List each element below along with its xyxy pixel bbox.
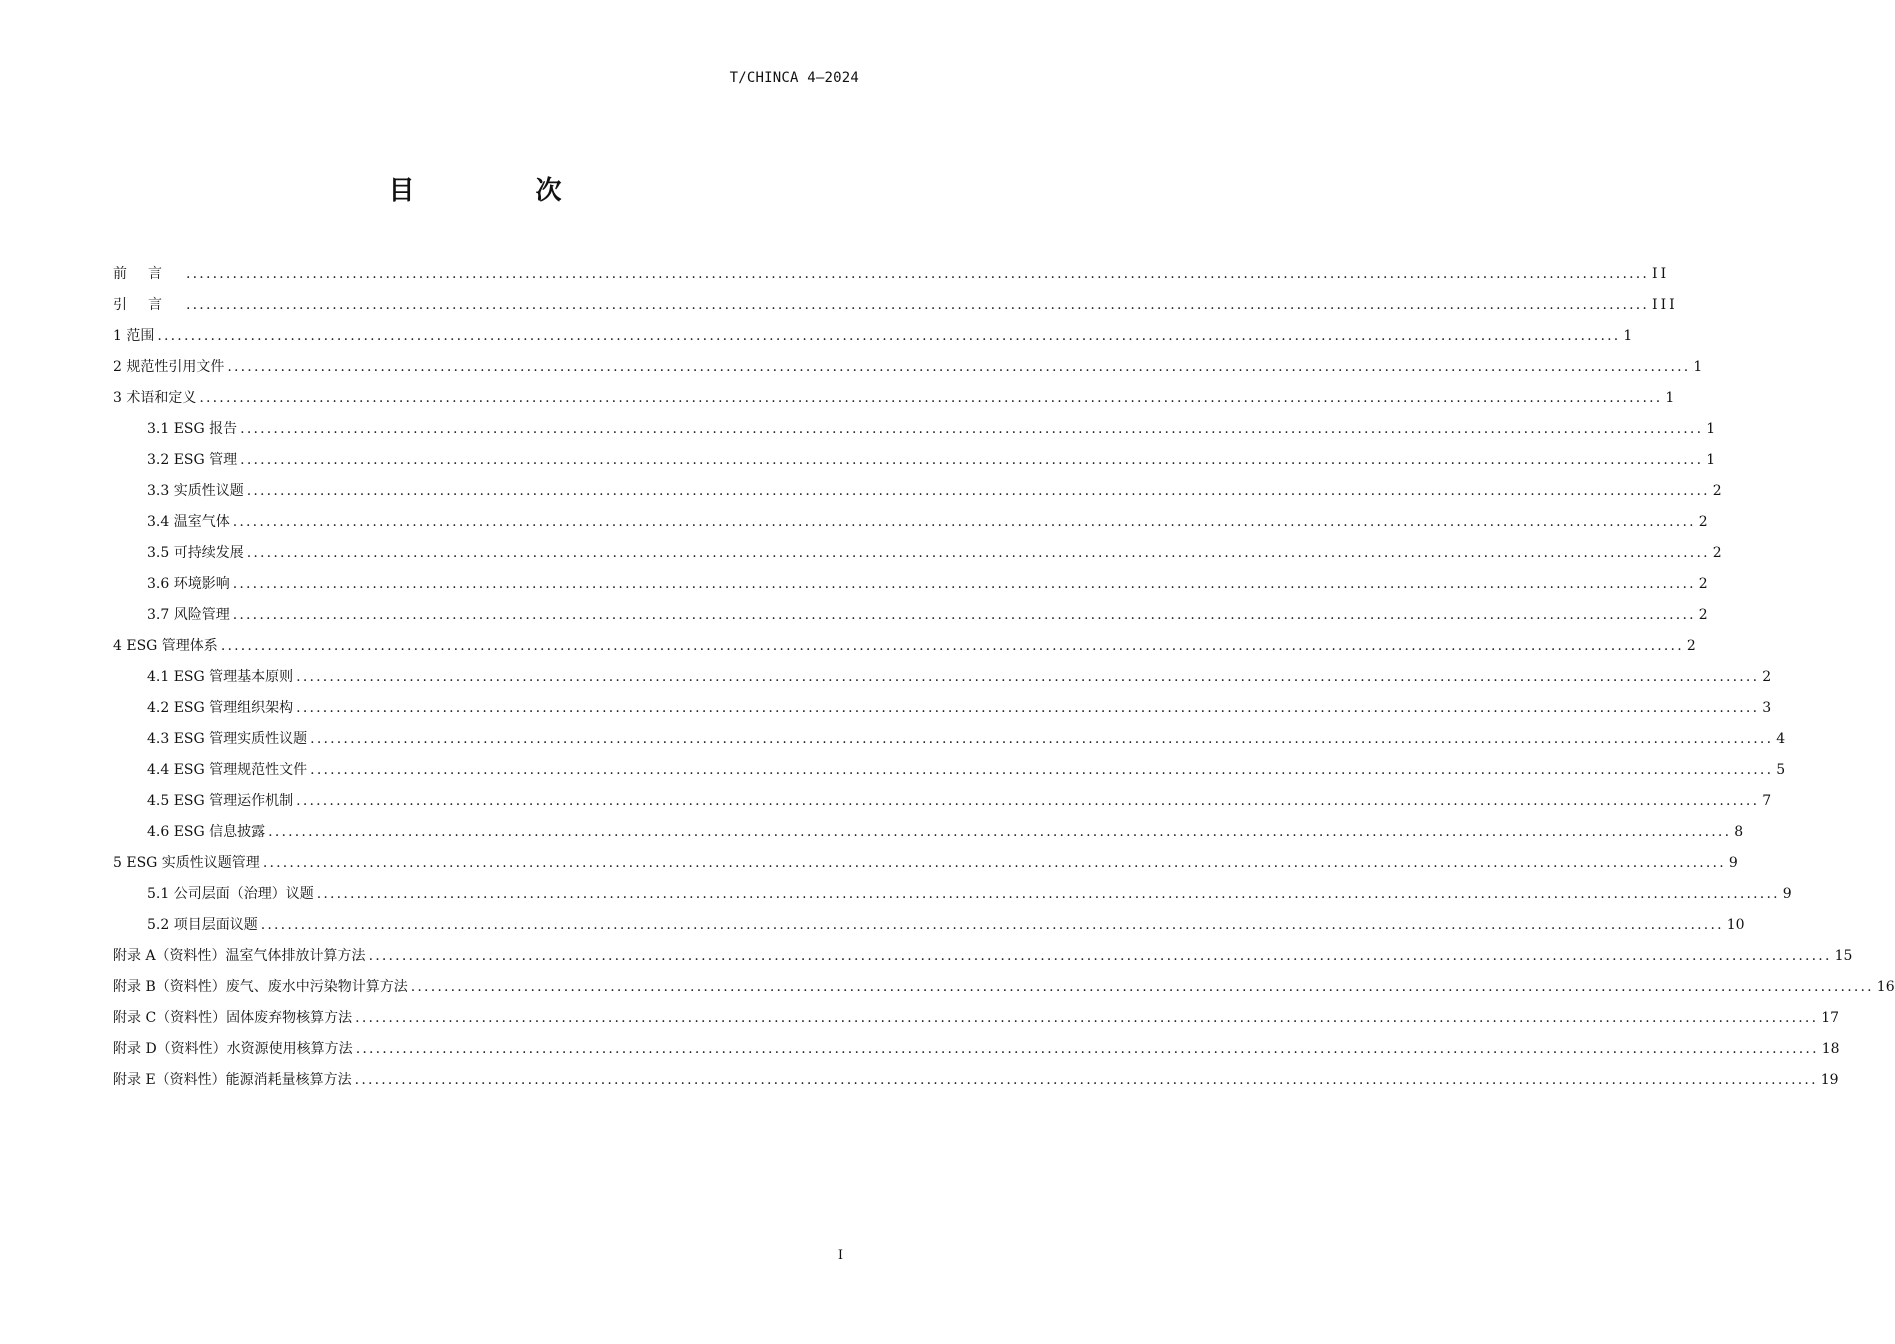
toc-leader-dots: ............................................................................................................................................................................................................................: [246, 483, 1710, 499]
toc-entry-label: 5.1 公司层面（治理）议题: [147, 886, 314, 902]
toc-entry[interactable]: [113, 321, 1633, 352]
toc-entry-page: 15: [1834, 948, 1853, 964]
toc-leader-dots: ............................................................................................................................................................................................................................: [246, 545, 1710, 561]
toc-entry[interactable]: [113, 259, 1670, 290]
toc-entry-page: 2: [1698, 607, 1708, 623]
toc-entry-label: 附录 B（资料性）废气、废水中污染物计算方法: [113, 979, 408, 995]
toc-entry-page: 18: [1821, 1041, 1840, 1057]
toc-entry-label: 3.6 环境影响: [147, 576, 230, 592]
toc-entry-page: 2: [1698, 576, 1708, 592]
toc-entry-page: 1: [1693, 359, 1703, 375]
toc-entry-label: 4.6 ESG 信息披露: [147, 824, 266, 840]
toc-entry-label: 引言: [113, 297, 183, 313]
toc-leader-dots: ............................................................................................................................................................................................................................: [268, 824, 1732, 840]
toc-entry-label: 3.4 温室气体: [147, 514, 230, 530]
toc-entry-page: 4: [1776, 731, 1786, 747]
toc-entry-page: 7: [1762, 793, 1772, 809]
toc-leader-dots: ............................................................................................................................................................................................................................: [220, 638, 1684, 654]
toc-leader-dots: ............................................................................................................................................................................................................................: [262, 855, 1726, 871]
toc-leader-dots: ............................................................................................................................................................................................................................: [354, 1072, 1818, 1088]
toc-entry[interactable]: [113, 1065, 1839, 1096]
toc-entry-page: 19: [1820, 1072, 1839, 1088]
toc-leader-dots: ............................................................................................................................................................................................................................: [232, 514, 1696, 530]
toc-entry[interactable]: [113, 352, 1703, 383]
toc-entry-label: 1 范围: [113, 328, 155, 344]
toc-entry-label: 4.4 ESG 管理规范性文件: [147, 762, 308, 778]
toc-entry[interactable]: [113, 693, 1772, 724]
toc-entry-page: 5: [1776, 762, 1786, 778]
toc-leader-dots: ............................................................................................................................................................................................................................: [232, 607, 1696, 623]
toc-entry[interactable]: [113, 755, 1786, 786]
toc-entry[interactable]: [113, 724, 1786, 755]
toc-entry-page: 2: [1686, 638, 1696, 654]
toc-entry-label: 前言: [113, 266, 183, 282]
toc-entry-label: 附录 E（资料性）能源消耗量核算方法: [113, 1072, 352, 1088]
toc-entry-page: 9: [1782, 886, 1792, 902]
toc-entry[interactable]: [113, 879, 1792, 910]
toc-entry-label: 2 规范性引用文件: [113, 359, 225, 375]
toc-entry-label: 3.7 风险管理: [147, 607, 230, 623]
toc-entry-page: 9: [1728, 855, 1738, 871]
toc-entry[interactable]: [113, 848, 1738, 879]
toc-entry-label: 3 术语和定义: [113, 390, 197, 406]
toc-entry-label: 4.2 ESG 管理组织架构: [147, 700, 294, 716]
toc-entry[interactable]: [113, 817, 1744, 848]
toc-entry[interactable]: [113, 569, 1708, 600]
toc-entry-page: II: [1652, 266, 1670, 282]
page-number: I: [837, 1248, 843, 1263]
toc-leader-dots: ............................................................................................................................................................................................................................: [227, 359, 1691, 375]
toc-entry[interactable]: [113, 445, 1716, 476]
toc-entry-label: 3.1 ESG 报告: [147, 421, 238, 437]
toc-entry-label: 4.1 ESG 管理基本原则: [147, 669, 294, 685]
toc-entry-label: 附录 A（资料性）温室气体排放计算方法: [113, 948, 366, 964]
toc-entry-page: 1: [1623, 328, 1633, 344]
toc-entry-page: 17: [1821, 1010, 1840, 1026]
toc-leader-dots: ............................................................................................................................................................................................................................: [240, 452, 1704, 468]
toc-leader-dots: ............................................................................................................................................................................................................................: [368, 948, 1832, 964]
toc-entry[interactable]: [113, 631, 1696, 662]
toc-entry-label: 5 ESG 实质性议题管理: [113, 855, 260, 871]
document-code: T/CHINCA 4—2024: [729, 70, 859, 86]
toc-entry-label: 3.5 可持续发展: [147, 545, 244, 561]
toc-entry[interactable]: [113, 1034, 1840, 1065]
toc-leader-dots: ............................................................................................................................................................................................................................: [296, 700, 1760, 716]
toc-leader-dots: ............................................................................................................................................................................................................................: [157, 328, 1621, 344]
toc-entry-page: 2: [1762, 669, 1772, 685]
toc-leader-dots: ............................................................................................................................................................................................................................: [296, 669, 1760, 685]
toc-entry-page: 1: [1665, 390, 1675, 406]
toc-entry-page: 1: [1706, 421, 1716, 437]
toc-leader-dots: ............................................................................................................................................................................................................................: [186, 266, 1650, 282]
toc-leader-dots: ............................................................................................................................................................................................................................: [240, 421, 1704, 437]
toc-entry[interactable]: [113, 1003, 1840, 1034]
toc-leader-dots: ............................................................................................................................................................................................................................: [260, 917, 1724, 933]
toc-leader-dots: ............................................................................................................................................................................................................................: [310, 762, 1774, 778]
toc-entry[interactable]: [113, 476, 1722, 507]
toc-entry-page: III: [1652, 297, 1678, 313]
toc-entry[interactable]: [113, 290, 1678, 321]
toc-entry-page: 10: [1726, 917, 1745, 933]
toc-entry[interactable]: [113, 414, 1716, 445]
toc-title: 目 次: [388, 176, 618, 206]
toc-leader-dots: ............................................................................................................................................................................................................................: [355, 1041, 1819, 1057]
toc-entry-label: 附录 C（资料性）固体废弃物核算方法: [113, 1010, 353, 1026]
toc-entry[interactable]: [113, 941, 1853, 972]
toc-entry[interactable]: [113, 972, 1895, 1003]
toc-entry-label: 4 ESG 管理体系: [113, 638, 218, 654]
toc-entry-page: 2: [1698, 514, 1708, 530]
table-of-contents: [113, 259, 1895, 1096]
toc-leader-dots: ............................................................................................................................................................................................................................: [199, 390, 1663, 406]
toc-entry-label: 3.2 ESG 管理: [147, 452, 238, 468]
toc-entry-page: 8: [1734, 824, 1744, 840]
toc-entry-page: 2: [1712, 545, 1722, 561]
toc-entry-label: 4.5 ESG 管理运作机制: [147, 793, 294, 809]
toc-entry-page: 1: [1706, 452, 1716, 468]
toc-entry[interactable]: [113, 910, 1745, 941]
toc-leader-dots: ............................................................................................................................................................................................................................: [296, 793, 1760, 809]
toc-entry-label: 4.3 ESG 管理实质性议题: [147, 731, 308, 747]
toc-entry[interactable]: [113, 786, 1772, 817]
toc-entry[interactable]: [113, 538, 1722, 569]
toc-leader-dots: ............................................................................................................................................................................................................................: [355, 1010, 1819, 1026]
toc-entry[interactable]: [113, 507, 1708, 538]
toc-entry-label: 5.2 项目层面议题: [147, 917, 258, 933]
toc-entry[interactable]: [113, 662, 1772, 693]
toc-entry[interactable]: [113, 383, 1675, 414]
toc-leader-dots: ............................................................................................................................................................................................................................: [316, 886, 1780, 902]
toc-leader-dots: ............................................................................................................................................................................................................................: [232, 576, 1696, 592]
toc-leader-dots: ............................................................................................................................................................................................................................: [186, 297, 1650, 313]
toc-entry-label: 附录 D（资料性）水资源使用核算方法: [113, 1041, 353, 1057]
toc-entry-page: 3: [1762, 700, 1772, 716]
toc-leader-dots: ............................................................................................................................................................................................................................: [310, 731, 1774, 747]
toc-entry-page: 16: [1876, 979, 1895, 995]
toc-entry[interactable]: [113, 600, 1708, 631]
toc-leader-dots: ............................................................................................................................................................................................................................: [410, 979, 1874, 995]
toc-entry-page: 2: [1712, 483, 1722, 499]
toc-entry-label: 3.3 实质性议题: [147, 483, 244, 499]
